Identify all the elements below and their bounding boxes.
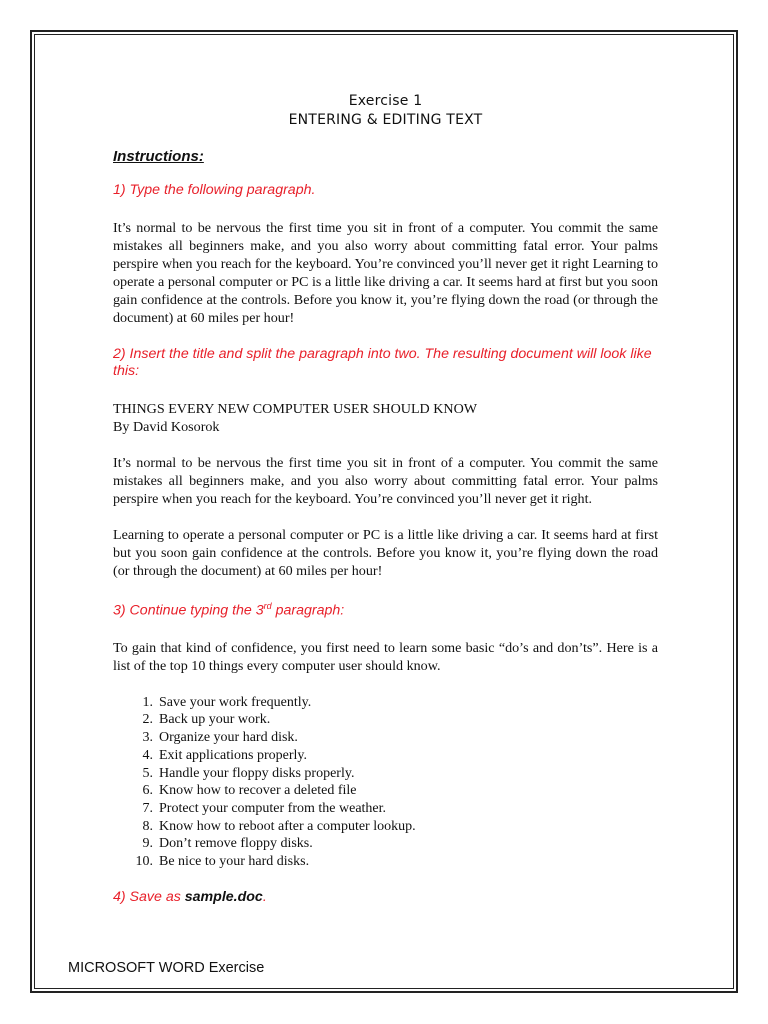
list-item-number: 9.: [142, 836, 153, 852]
list-item-number: 7.: [142, 800, 153, 816]
step-1: 1) Type the following paragraph.: [113, 182, 316, 198]
step-3: [113, 598, 658, 620]
list-item: [113, 800, 658, 818]
tips-list: [113, 694, 658, 871]
list-item-text: Organize your hard disk.: [159, 730, 298, 746]
list-item-number: 1.: [142, 694, 153, 710]
list-item-number: 8.: [142, 818, 153, 834]
page-footer: MICROSOFT WORD Exercise: [68, 960, 265, 976]
step-3-suffix: paragraph:: [271, 602, 345, 619]
list-item-text: Know how to recover a deleted file: [159, 783, 357, 799]
list-item: [113, 853, 658, 871]
step-4-filename: sample.doc: [184, 888, 263, 905]
result-paragraph-a: It’s normal to be nervous the first time you sit in front of a computer. You commit the same mistakes all beginners make, and you also worry about committing fatal error. Your palms perspire when you reach for the keyboard. You’re convinced you’ll never get it right.: [113, 455, 658, 507]
list-item: [113, 835, 658, 853]
list-item-text: Handle your floppy disks properly.: [159, 765, 355, 781]
list-item: [113, 782, 658, 800]
byline: By David Kosorok: [113, 419, 220, 435]
document-body: [113, 92, 658, 906]
step-4: [113, 889, 658, 906]
list-item-text: Be nice to your hard disks.: [159, 854, 310, 870]
list-item-text: Save your work frequently.: [159, 694, 312, 710]
document-title: THINGS EVERY NEW COMPUTER USER SHOULD KNOW: [113, 401, 478, 417]
list-item-number: 10.: [135, 854, 153, 870]
list-item-text: Don’t remove floppy disks.: [159, 836, 313, 852]
list-item: [113, 711, 658, 729]
step-3-prefix: 3) Continue typing the 3: [113, 602, 264, 619]
instructions-label: Instructions:: [113, 148, 204, 165]
result-paragraph-b: Learning to operate a personal computer or PC is a little like driving a car. It seems hard at first but you soon gain confidence at the controls. Before you know it, you’re flying down the road (or through the document) at 60 miles per hour!: [113, 527, 658, 579]
paragraph-1: It’s normal to be nervous the first time you sit in front of a computer. You commit the same mistakes all beginners make, and you also worry about committing fatal error. Your palms perspire when you reach for the keyboard. You’re convinced you’ll never get it right Learning to operate a personal computer or PC is a little like driving a car. It seems hard at first but you soon gain confidence at the controls. Before you know it, you’re flying down the road (or through the document) at 60 miles per hour!: [113, 220, 658, 326]
step-4-suffix: .: [262, 888, 267, 905]
list-item-number: 5.: [142, 765, 153, 781]
list-item: [113, 729, 658, 747]
paragraph-3: To gain that kind of confidence, you first need to learn some basic “do’s and don’ts”. Here is a list of the top 10 things every computer user should know.: [113, 639, 658, 674]
list-item-number: 6.: [142, 783, 153, 799]
list-item-number: 3.: [142, 730, 153, 746]
step-2: 2) Insert the title and split the paragraph into two. The resulting document will look like this:: [113, 346, 652, 379]
list-item-text: Exit applications properly.: [159, 747, 307, 763]
list-item-text: Back up your work.: [159, 712, 271, 728]
step-3-superscript: rd: [263, 601, 272, 611]
list-item: [113, 818, 658, 836]
exercise-subtitle: ENTERING & EDITING TEXT: [288, 112, 483, 128]
exercise-title: Exercise 1: [348, 93, 423, 109]
list-item-text: Protect your computer from the weather.: [159, 800, 387, 816]
list-item-number: 4.: [142, 747, 153, 763]
step-4-prefix: 4) Save as: [113, 888, 185, 905]
list-item: [113, 747, 658, 765]
list-item: [113, 765, 658, 783]
list-item-text: Know how to reboot after a computer lookup.: [159, 818, 416, 834]
list-item: [113, 694, 658, 712]
list-item-number: 2.: [142, 712, 153, 728]
